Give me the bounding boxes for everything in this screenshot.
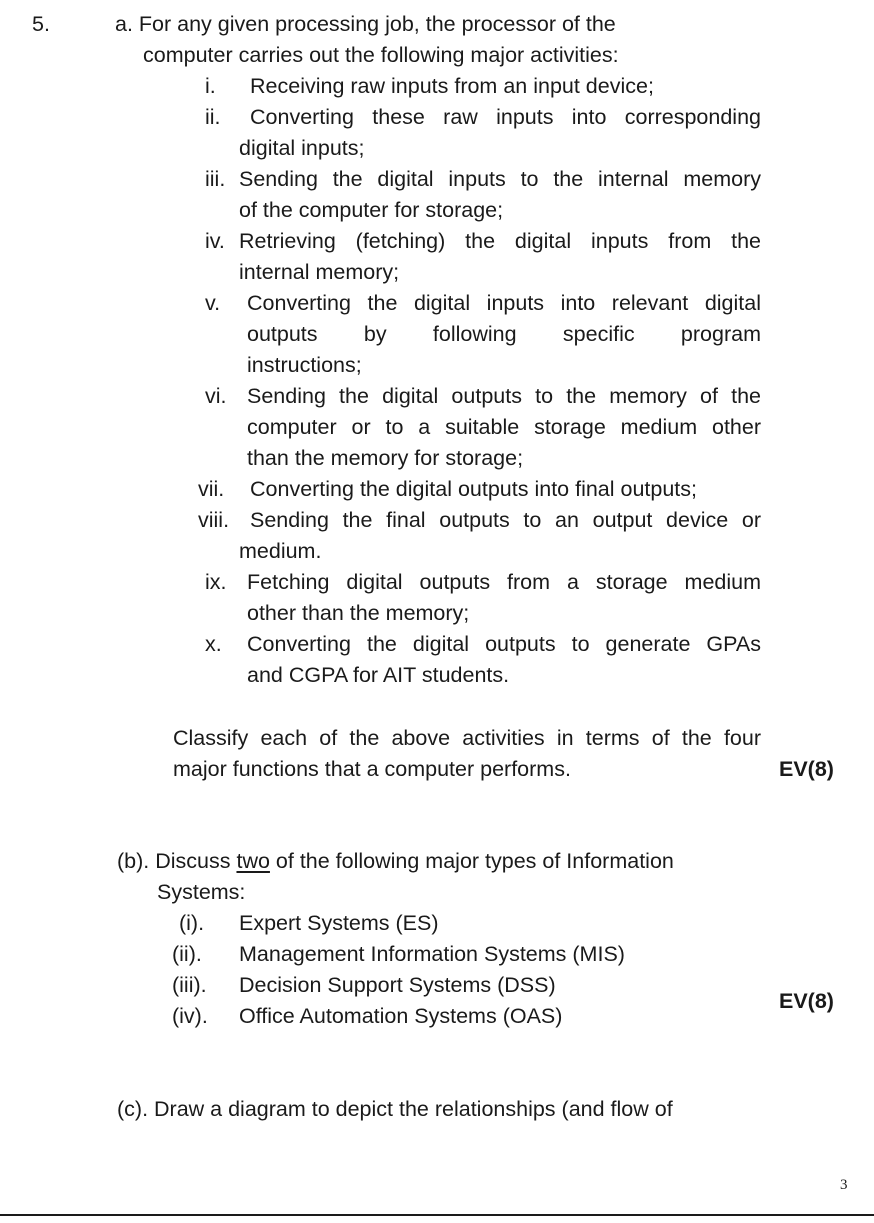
- item-text: Sending the digital outputs to the memory of the: [247, 384, 761, 408]
- part-b-item-text: Expert Systems (ES): [239, 911, 439, 935]
- part-b-item-text: Decision Support Systems (DSS): [239, 973, 556, 997]
- item-text: digital inputs;: [239, 136, 365, 160]
- item-text: outputs by following specific program: [247, 322, 761, 346]
- classify-instruction-line1: Classify each of the above activities in terms of the four: [173, 726, 761, 750]
- part-b-intro-line1: [117, 851, 674, 873]
- item-number: ii.: [205, 105, 221, 129]
- item-number: x.: [205, 632, 222, 656]
- part-b-item-text: Management Information Systems (MIS): [239, 942, 625, 966]
- item-number: ix.: [205, 570, 227, 594]
- part-a-marks: EV(8): [779, 757, 834, 781]
- part-a-intro-line2: computer carries out the following major activities:: [143, 43, 619, 67]
- item-number: v.: [205, 291, 221, 315]
- part-b-item-number: (i).: [179, 911, 205, 935]
- item-number: iii.: [205, 167, 226, 191]
- item-text: Sending the final outputs to an output device or: [250, 508, 761, 532]
- item-number: vi.: [205, 384, 227, 408]
- item-text: than the memory for storage;: [247, 446, 524, 470]
- part-b-item-number: (ii).: [172, 942, 202, 966]
- item-text: Converting the digital inputs into relevant digital: [247, 291, 761, 315]
- part-b-item-number: (iv).: [172, 1004, 208, 1028]
- item-text: and CGPA for AIT students.: [247, 663, 510, 687]
- item-text: Retrieving (fetching) the digital inputs from the: [239, 229, 761, 253]
- item-text: internal memory;: [239, 260, 400, 284]
- item-text: computer or to a suitable storage medium other: [247, 415, 761, 439]
- part-b-intro-emphasis: two: [236, 849, 270, 873]
- footer-rule: [0, 1214, 874, 1216]
- item-text: of the computer for storage;: [239, 198, 504, 222]
- classify-instruction-line2: major functions that a computer performs.: [173, 757, 571, 781]
- part-b-item-text: Office Automation Systems (OAS): [239, 1004, 563, 1028]
- item-text: medium.: [239, 539, 322, 563]
- part-a-intro-line1: a. For any given processing job, the processor of the: [115, 12, 616, 36]
- item-text: Sending the digital inputs to the internal memory: [239, 167, 761, 191]
- part-b-item-number: (iii).: [172, 973, 207, 997]
- part-b-marks: EV(8): [779, 989, 834, 1013]
- item-number: i.: [205, 74, 216, 98]
- item-text: Converting these raw inputs into corresponding: [250, 105, 761, 129]
- item-number: vii.: [198, 477, 225, 501]
- item-number: iv.: [205, 229, 225, 253]
- item-text: other than the memory;: [247, 601, 470, 625]
- item-text: Fetching digital outputs from a storage medium: [247, 570, 761, 594]
- item-text: instructions;: [247, 353, 362, 377]
- page-number: 3: [840, 1177, 848, 1193]
- item-number: viii.: [198, 508, 230, 532]
- part-c-line1: (c). Draw a diagram to depict the relationships (and flow of: [117, 1097, 673, 1121]
- item-text: Receiving raw inputs from an input device;: [250, 74, 654, 98]
- question-number: 5.: [32, 12, 50, 36]
- item-text: Converting the digital outputs to generate GPAs: [247, 632, 761, 656]
- part-b-intro-line2: Systems:: [157, 880, 246, 904]
- item-text: Converting the digital outputs into final outputs;: [250, 477, 698, 501]
- part-b-intro-suffix: of the following major types of Information: [269, 849, 674, 873]
- part-b-intro-prefix: (b). Discuss: [117, 849, 237, 873]
